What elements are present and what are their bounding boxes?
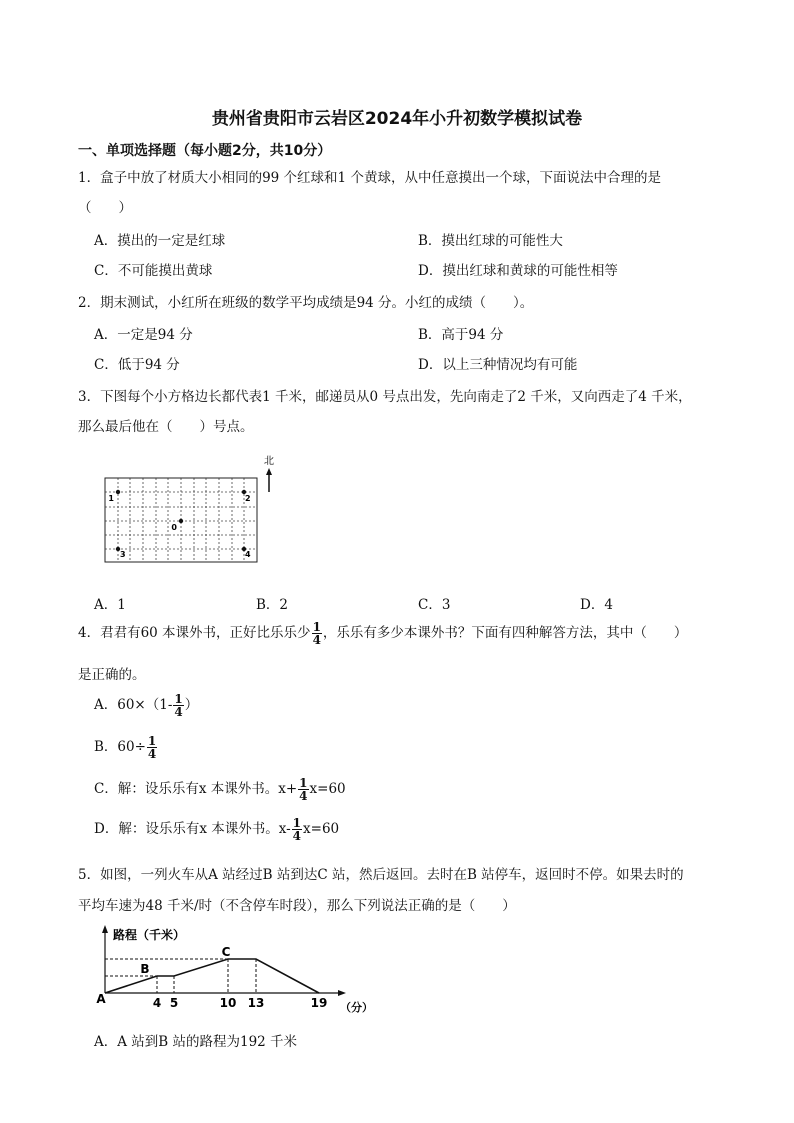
page-title: 贵州省贵阳市云岩区2024年小升初数学模拟试卷 <box>211 109 583 129</box>
fraction-one-quarter: $\frac{1}{4}$ <box>147 734 157 761</box>
q3-option-a: A．1 <box>94 597 126 613</box>
y-axis-arrow-icon <box>102 925 108 933</box>
section-heading: 一、单项选择题（每小题2分，共10分） <box>78 143 332 159</box>
north-arrow-icon <box>266 468 272 475</box>
tick-10: 10 <box>219 996 237 1010</box>
point-1 <box>116 490 120 494</box>
tick-13: 13 <box>247 996 265 1010</box>
point-label-2: 2 <box>245 494 251 503</box>
q1-option-d: D．摸出红球和黄球的可能性相等 <box>418 263 618 279</box>
y-axis-label: 路程（千米） <box>113 928 186 942</box>
question-3-text-cont: 那么最后他在（ ）号点。 <box>78 419 254 435</box>
q2-option-a: A．一定是94 分 <box>94 327 193 343</box>
fraction-one-quarter: $\frac{1}{4}$ <box>174 692 183 719</box>
q4-option-c: C．解：设乐乐有x 本课外书。x+ $\frac{1}{4}$ x=60 <box>94 776 346 803</box>
grid-map-figure <box>95 450 285 570</box>
q1-option-a: A．摸出的一定是红球 <box>94 233 226 249</box>
q2-option-b: B．高于94 分 <box>418 327 504 343</box>
fraction-one-quarter: $\frac{1}{4}$ <box>299 776 308 803</box>
tick-5: 5 <box>169 996 179 1010</box>
question-5-text: 5．如图，一列火车从A 站经过B 站到达C 站，然后返回。去时在B 站停车，返回时不停。如果去时的 <box>78 867 684 883</box>
label-a: A <box>96 992 106 1006</box>
label-c: C <box>221 945 231 959</box>
q2-option-c: C．低于94 分 <box>94 357 180 373</box>
fraction-one-quarter: $\frac{1}{4}$ <box>312 620 321 647</box>
x-axis-unit: （分） <box>340 1001 373 1014</box>
tick-19: 19 <box>310 996 328 1010</box>
x-axis-arrow-icon <box>338 990 346 996</box>
point-label-3: 3 <box>120 550 126 559</box>
q2-option-d: D．以上三种情况均有可能 <box>418 357 578 373</box>
distance-time-graph <box>88 920 378 1020</box>
q3-option-b: B．2 <box>256 597 289 613</box>
q4-option-b: B．60÷ $\frac{1}{4}$ <box>94 734 157 761</box>
point-label-4: 4 <box>245 550 251 559</box>
tick-4: 4 <box>152 996 162 1010</box>
point-label-0: 0 <box>171 523 177 532</box>
question-4-text: 4．君君有60 本课外书，正好比乐乐少 $\frac{1}{4}$ ，乐乐有多少本课外书？下面有四种解答方法，其中（ ） <box>78 620 688 647</box>
fraction-one-quarter: $\frac{1}{4}$ <box>292 816 302 843</box>
point-label-1: 1 <box>108 494 114 503</box>
question-1-text: 1．盒子中放了材质大小相同的99 个红球和1 个黄球，从中任意摸出一个球，下面说法中合理的是 <box>78 170 661 186</box>
q3-option-c: C．3 <box>418 597 451 613</box>
question-4-text-cont: 是正确的。 <box>78 667 146 683</box>
north-label: 北 <box>264 456 274 467</box>
q4-option-a: A．60×（1- $\frac{1}{4}$ ） <box>94 692 199 719</box>
q1-option-b: B．摸出红球的可能性大 <box>418 233 563 249</box>
question-1-blank: （ ） <box>78 200 132 216</box>
question-3-text: 3．下图每个小方格边长都代表1 千米，邮递员从0 号点出发，先向南走了2 千米，又向西走了4 千米， <box>78 389 692 405</box>
question-2-text: 2．期末测试，小红所在班级的数学平均成绩是94 分。小红的成绩（ ）。 <box>78 295 534 311</box>
q3-option-d: D．4 <box>580 597 613 613</box>
guide-lines <box>105 959 256 993</box>
question-5-text-cont: 平均车速为48 千米/时（不含停车时段），那么下列说法正确的是（ ） <box>78 898 516 914</box>
label-b: B <box>140 962 150 976</box>
point-0 <box>179 519 183 523</box>
q5-option-a: A．A 站到B 站的路程为192 千米 <box>94 1034 298 1050</box>
q4-option-d: D．解：设乐乐有x 本课外书。x- $\frac{1}{4}$ x=60 <box>94 816 340 843</box>
q1-option-c: C．不可能摸出黄球 <box>94 263 213 279</box>
